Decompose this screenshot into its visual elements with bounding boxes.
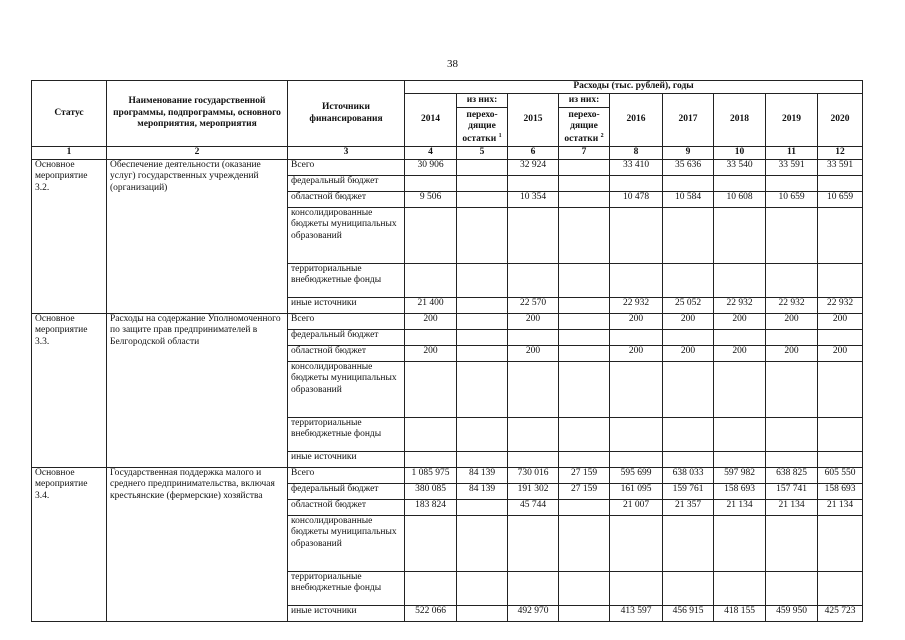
value-cell	[559, 298, 610, 314]
value-cell	[714, 452, 766, 468]
funding-source-cell: иные источники	[288, 606, 405, 622]
footnote-1: 1	[498, 132, 502, 139]
value-cell	[405, 264, 457, 298]
table-row	[32, 314, 863, 330]
value-cell: 10 354	[508, 192, 559, 208]
value-cell: 200	[405, 314, 457, 330]
value-cell: 33 540	[714, 160, 766, 176]
value-cell: 200	[663, 346, 714, 362]
value-cell	[714, 418, 766, 452]
status-cell: Основное мероприятие 3.2.	[32, 160, 107, 314]
value-cell	[559, 208, 610, 264]
value-cell	[714, 572, 766, 606]
of-which-2-label: из них:	[559, 95, 609, 108]
value-cell	[457, 264, 508, 298]
value-cell	[508, 362, 559, 418]
value-cell: 425 723	[818, 606, 863, 622]
header-of-which-2	[559, 94, 610, 147]
value-cell	[766, 362, 818, 418]
value-cell: 22 570	[508, 298, 559, 314]
header-2017: 2017	[663, 94, 714, 147]
value-cell	[818, 208, 863, 264]
table-body	[32, 160, 863, 622]
value-cell	[766, 452, 818, 468]
header-2019: 2019	[766, 94, 818, 147]
col-num: 12	[818, 147, 863, 160]
funding-source-cell: территориальные внебюджетные фонды	[288, 418, 405, 452]
value-cell	[663, 362, 714, 418]
value-cell: 10 584	[663, 192, 714, 208]
value-cell: 522 066	[405, 606, 457, 622]
value-cell: 158 693	[714, 484, 766, 500]
col-num: 4	[405, 147, 457, 160]
value-cell	[405, 362, 457, 418]
value-cell	[457, 500, 508, 516]
value-cell	[714, 264, 766, 298]
funding-source-cell: Всего	[288, 160, 405, 176]
value-cell: 27 159	[559, 468, 610, 484]
value-cell	[559, 572, 610, 606]
value-cell	[559, 500, 610, 516]
value-cell: 21 007	[610, 500, 663, 516]
value-cell	[818, 264, 863, 298]
value-cell	[405, 516, 457, 572]
carryover-1-text: перехо-дящие остатки	[462, 109, 498, 144]
value-cell: 84 139	[457, 484, 508, 500]
column-number-row	[32, 147, 863, 160]
value-cell	[559, 606, 610, 622]
value-cell: 157 741	[766, 484, 818, 500]
value-cell	[457, 176, 508, 192]
header-2020: 2020	[818, 94, 863, 147]
value-cell	[714, 176, 766, 192]
funding-source-cell: Всего	[288, 314, 405, 330]
value-cell	[457, 208, 508, 264]
value-cell	[610, 516, 663, 572]
value-cell: 10 608	[714, 192, 766, 208]
value-cell: 200	[818, 346, 863, 362]
value-cell	[766, 516, 818, 572]
funding-source-cell: консолидированные бюджеты муниципальных образований	[288, 362, 405, 418]
page-number: 38	[447, 58, 458, 70]
value-cell	[457, 516, 508, 572]
value-cell	[663, 264, 714, 298]
value-cell: 380 085	[405, 484, 457, 500]
value-cell	[559, 362, 610, 418]
value-cell: 456 915	[663, 606, 714, 622]
value-cell	[457, 452, 508, 468]
value-cell	[714, 516, 766, 572]
funding-source-cell: Всего	[288, 468, 405, 484]
measure-name-cell: Расходы на содержание Уполномоченного по защите прав предпринимателей в Белгородской области	[107, 314, 288, 468]
funding-source-cell: консолидированные бюджеты муниципальных образований	[288, 516, 405, 572]
value-cell	[663, 452, 714, 468]
value-cell: 10 659	[818, 192, 863, 208]
value-cell	[610, 208, 663, 264]
header-status: Статус	[32, 81, 107, 147]
value-cell	[714, 330, 766, 346]
carryover-2-text: перехо-дящие остатки	[564, 109, 600, 144]
value-cell: 418 155	[714, 606, 766, 622]
value-cell	[508, 176, 559, 192]
col-num: 6	[508, 147, 559, 160]
value-cell: 200	[508, 314, 559, 330]
col-num: 2	[107, 147, 288, 160]
value-cell: 27 159	[559, 484, 610, 500]
col-num: 8	[610, 147, 663, 160]
value-cell: 158 693	[818, 484, 863, 500]
value-cell	[457, 418, 508, 452]
table-header	[32, 81, 863, 160]
value-cell	[663, 516, 714, 572]
header-2016: 2016	[610, 94, 663, 147]
value-cell	[818, 418, 863, 452]
value-cell: 161 095	[610, 484, 663, 500]
value-cell	[457, 192, 508, 208]
value-cell	[457, 298, 508, 314]
value-cell: 10 659	[766, 192, 818, 208]
value-cell	[559, 516, 610, 572]
funding-source-cell: областной бюджет	[288, 192, 405, 208]
value-cell: 33 591	[766, 160, 818, 176]
value-cell	[457, 160, 508, 176]
value-cell	[766, 418, 818, 452]
value-cell: 21 134	[818, 500, 863, 516]
value-cell	[508, 330, 559, 346]
value-cell	[766, 176, 818, 192]
value-cell: 30 906	[405, 160, 457, 176]
value-cell	[508, 572, 559, 606]
value-cell	[559, 176, 610, 192]
value-cell: 1 085 975	[405, 468, 457, 484]
value-cell: 191 302	[508, 484, 559, 500]
value-cell	[714, 208, 766, 264]
value-cell	[405, 208, 457, 264]
col-num: 3	[288, 147, 405, 160]
value-cell: 183 824	[405, 500, 457, 516]
value-cell: 22 932	[766, 298, 818, 314]
value-cell: 200	[508, 346, 559, 362]
value-cell	[559, 314, 610, 330]
value-cell: 200	[714, 346, 766, 362]
value-cell	[405, 418, 457, 452]
value-cell: 200	[766, 346, 818, 362]
value-cell: 492 970	[508, 606, 559, 622]
col-num: 10	[714, 147, 766, 160]
value-cell: 413 597	[610, 606, 663, 622]
header-2015: 2015	[508, 94, 559, 147]
value-cell	[457, 330, 508, 346]
value-cell: 200	[766, 314, 818, 330]
value-cell	[457, 606, 508, 622]
value-cell	[508, 418, 559, 452]
value-cell	[766, 208, 818, 264]
value-cell: 638 033	[663, 468, 714, 484]
value-cell: 200	[405, 346, 457, 362]
funding-source-cell: федеральный бюджет	[288, 330, 405, 346]
header-sources: Источники финансирования	[288, 81, 405, 147]
value-cell	[508, 208, 559, 264]
value-cell	[818, 516, 863, 572]
value-cell: 597 982	[714, 468, 766, 484]
value-cell: 10 478	[610, 192, 663, 208]
footnote-2: 2	[600, 132, 604, 139]
value-cell	[818, 330, 863, 346]
col-num: 7	[559, 147, 610, 160]
funding-source-cell: территориальные внебюджетные фонды	[288, 264, 405, 298]
value-cell: 21 134	[714, 500, 766, 516]
header-2018: 2018	[714, 94, 766, 147]
value-cell	[766, 264, 818, 298]
value-cell	[405, 572, 457, 606]
value-cell: 200	[610, 314, 663, 330]
funding-source-cell: иные источники	[288, 452, 405, 468]
value-cell	[559, 452, 610, 468]
value-cell: 21 400	[405, 298, 457, 314]
value-cell	[405, 176, 457, 192]
header-expenses: Расходы (тыс. рублей), годы	[405, 81, 863, 94]
status-cell: Основное мероприятие 3.4.	[32, 468, 107, 622]
value-cell: 22 932	[610, 298, 663, 314]
value-cell	[663, 418, 714, 452]
value-cell	[457, 572, 508, 606]
value-cell	[663, 572, 714, 606]
header-name: Наименование государственной программы, подпрограммы, основного мероприятия, мероприятия	[107, 81, 288, 147]
value-cell: 605 550	[818, 468, 863, 484]
value-cell: 159 761	[663, 484, 714, 500]
value-cell	[508, 264, 559, 298]
value-cell	[610, 176, 663, 192]
value-cell	[559, 192, 610, 208]
value-cell	[818, 362, 863, 418]
value-cell	[559, 160, 610, 176]
value-cell	[457, 362, 508, 418]
value-cell: 200	[818, 314, 863, 330]
value-cell: 22 932	[818, 298, 863, 314]
value-cell	[818, 452, 863, 468]
table-row	[32, 160, 863, 176]
value-cell	[663, 330, 714, 346]
funding-source-cell: федеральный бюджет	[288, 484, 405, 500]
value-cell	[663, 208, 714, 264]
value-cell	[818, 572, 863, 606]
value-cell	[508, 452, 559, 468]
value-cell	[610, 264, 663, 298]
value-cell	[457, 346, 508, 362]
of-which-1-label: из них:	[457, 95, 507, 108]
measure-name-cell: Государственная поддержка малого и среднего предпринимательства, включая крестьянские (фермерские) хозяйства	[107, 468, 288, 622]
header-of-which-1	[457, 94, 508, 147]
col-num: 11	[766, 147, 818, 160]
value-cell: 200	[610, 346, 663, 362]
value-cell: 21 134	[766, 500, 818, 516]
value-cell	[610, 418, 663, 452]
value-cell	[610, 330, 663, 346]
value-cell: 200	[714, 314, 766, 330]
value-cell: 84 139	[457, 468, 508, 484]
value-cell	[663, 176, 714, 192]
table-row	[32, 468, 863, 484]
value-cell	[818, 176, 863, 192]
value-cell: 22 932	[714, 298, 766, 314]
value-cell: 33 410	[610, 160, 663, 176]
value-cell: 730 016	[508, 468, 559, 484]
value-cell: 459 950	[766, 606, 818, 622]
col-num: 5	[457, 147, 508, 160]
value-cell: 638 825	[766, 468, 818, 484]
value-cell	[405, 330, 457, 346]
value-cell: 25 052	[663, 298, 714, 314]
budget-table	[31, 80, 863, 622]
status-cell: Основное мероприятие 3.3.	[32, 314, 107, 468]
funding-source-cell: территориальные внебюджетные фонды	[288, 572, 405, 606]
value-cell: 21 357	[663, 500, 714, 516]
value-cell	[457, 314, 508, 330]
value-cell	[559, 264, 610, 298]
value-cell: 200	[663, 314, 714, 330]
funding-source-cell: областной бюджет	[288, 500, 405, 516]
value-cell: 45 744	[508, 500, 559, 516]
header-2014: 2014	[405, 94, 457, 147]
value-cell	[508, 516, 559, 572]
funding-source-cell: федеральный бюджет	[288, 176, 405, 192]
value-cell: 35 636	[663, 160, 714, 176]
value-cell	[714, 362, 766, 418]
value-cell	[405, 452, 457, 468]
value-cell	[559, 330, 610, 346]
value-cell	[610, 362, 663, 418]
funding-source-cell: консолидированные бюджеты муниципальных образований	[288, 208, 405, 264]
value-cell: 33 591	[818, 160, 863, 176]
value-cell	[766, 330, 818, 346]
measure-name-cell: Обеспечение деятельности (оказание услуг) государственных учреждений (организаций)	[107, 160, 288, 314]
value-cell: 32 924	[508, 160, 559, 176]
col-num: 1	[32, 147, 107, 160]
value-cell	[559, 346, 610, 362]
value-cell	[766, 572, 818, 606]
value-cell	[559, 418, 610, 452]
value-cell: 9 506	[405, 192, 457, 208]
col-num: 9	[663, 147, 714, 160]
funding-source-cell: областной бюджет	[288, 346, 405, 362]
funding-source-cell: иные источники	[288, 298, 405, 314]
value-cell	[610, 572, 663, 606]
value-cell: 595 699	[610, 468, 663, 484]
value-cell	[610, 452, 663, 468]
